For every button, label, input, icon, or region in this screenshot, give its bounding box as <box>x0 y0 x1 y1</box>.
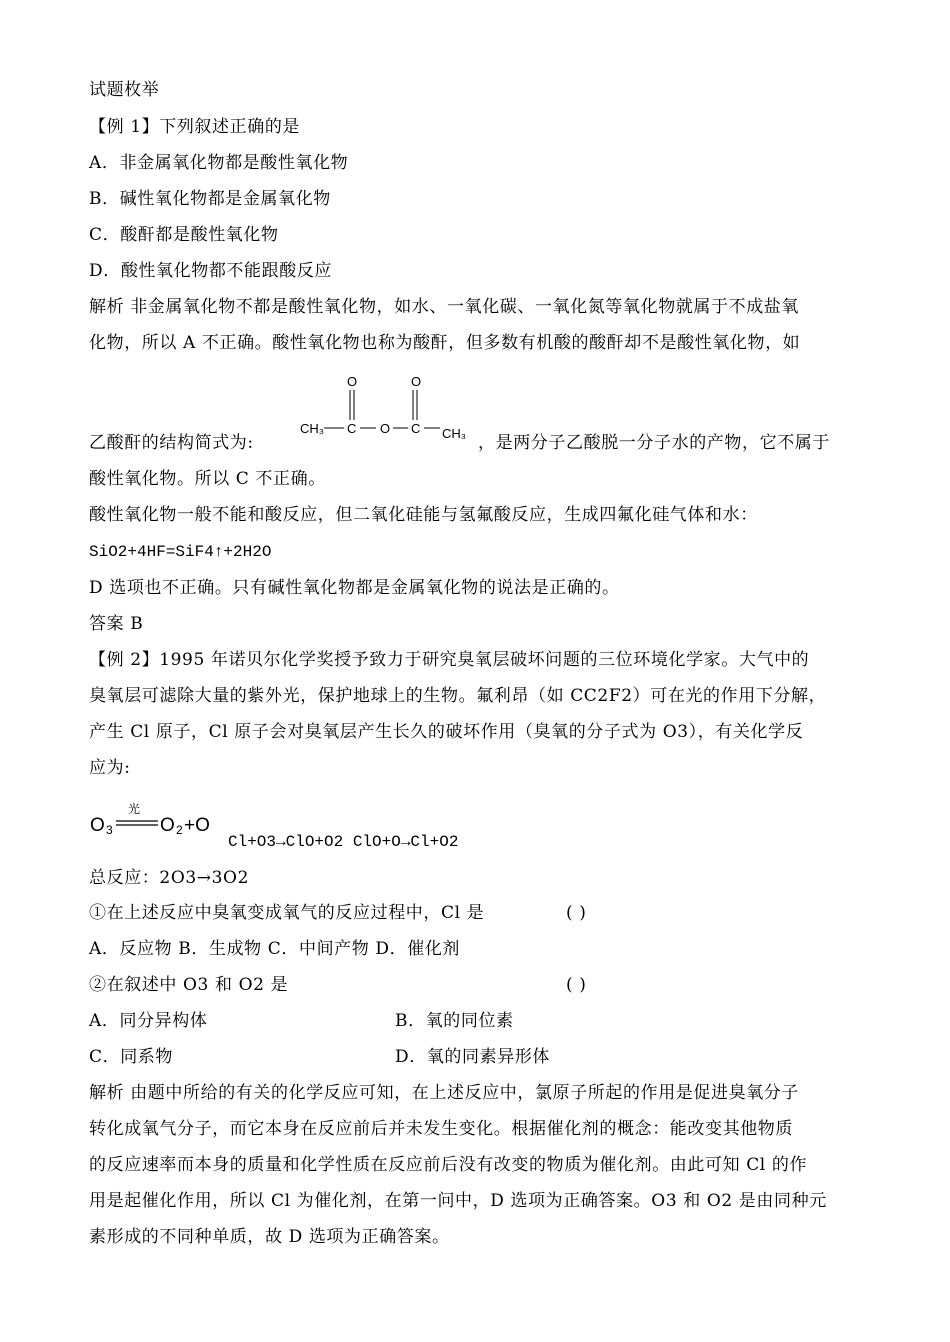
example-1-analysis-line-2: 化物，所以 A 不正确。酸性氧化物也称为酸酐，但多数有机酸的酸酐却不是酸性氧化物，如 <box>89 333 801 353</box>
question-1-options: A．反应物 B．生成物 C．中间产物 D．催化剂 <box>89 939 461 959</box>
example-1-option-b: B．碱性氧化物都是金属氧化物 <box>89 189 331 209</box>
reaction-light-label: 光 <box>128 802 141 816</box>
example-2-analysis-line-3: 的反应速率而本身的质量和化学性质在反应前后没有改变的物质为催化剂。由此可知 Cl 的作 <box>89 1155 808 1175</box>
structure-oxygen-2: O <box>411 374 422 389</box>
ozone-photolysis-equation <box>90 800 220 840</box>
example-2-analysis-line-2: 转化成氧气分子，而它本身在反应前后并未发生变化。根据催化剂的概念：能改变其他物质 <box>89 1119 793 1139</box>
example-2-line-4: 应为: <box>89 758 131 778</box>
example-2-line-2: 臭氧层可滤除大量的紫外光，保护地球上的生物。氟利昂（如 CC2F2）可在光的作用下分解， <box>89 686 827 706</box>
example-1-option-c: C．酸酐都是酸性氧化物 <box>89 225 279 245</box>
example-2-analysis-line-1: 解析 由题中所给的有关的化学反应可知，在上述反应中，氯原子所起的作用是促进臭氧分子 <box>89 1083 800 1103</box>
question-2-option-c: C．同系物 <box>89 1047 174 1067</box>
total-reaction: 总反应：2O3→3O2 <box>89 868 249 888</box>
reaction-plus-o: +O <box>184 815 210 836</box>
example-1-analysis-line-3b: ，是两分子乙酸脱一分子水的产物，它不属于 <box>478 433 830 453</box>
question-2: ②在叙述中 O3 和 O2 是 <box>89 975 289 995</box>
example-1-title: 【例 1】下列叙述正确的是 <box>89 117 301 137</box>
reaction-o3-subscript: 3 <box>106 823 113 837</box>
structure-oxygen-bridge: O <box>380 421 391 436</box>
example-2-line-1: 【例 2】1995 年诺贝尔化学奖授予致力于研究臭氧层破坏问题的三位环境化学家。大气中的 <box>89 650 810 670</box>
structure-carbon-1: C <box>347 421 357 436</box>
question-2-option-d: D．氧的同素异形体 <box>395 1047 551 1067</box>
structure-oxygen-1: O <box>347 374 358 389</box>
example-1-analysis-line-3a: 乙酸酐的结构简式为: <box>89 433 254 453</box>
example-1-analysis-line-6: D 选项也不正确。只有碱性氧化物都是金属氧化物的说法是正确的。 <box>89 578 620 598</box>
example-1-analysis-line-1: 解析 非金属氧化物不都是酸性氧化物，如水、一氧化碳、一氧化氮等氧化物就属于不成盐氧 <box>89 297 800 317</box>
example-2-line-3: 产生 Cl 原子，Cl 原子会对臭氧层产生长久的破坏作用（臭氧的分子式为 O3），有关化学反 <box>89 722 804 742</box>
structure-carbon-2: C <box>411 421 421 436</box>
question-1-blank: ( ) <box>566 903 587 923</box>
question-2-option-a: A．同分异构体 <box>89 1011 208 1031</box>
example-1-option-a: A．非金属氧化物都是酸性氧化物 <box>89 153 349 173</box>
reaction-steps: Cl+O3→ClO+O2 ClO+O→Cl+O2 <box>228 833 459 851</box>
question-2-blank: ( ) <box>566 975 587 995</box>
example-1-analysis-line-5: 酸性氧化物一般不能和酸反应，但二氧化硅能与氢氟酸反应，生成四氟化硅气体和水： <box>89 505 758 525</box>
question-1: ①在上述反应中臭氧变成氧气的反应过程中，Cl 是 <box>89 903 485 923</box>
example-1-analysis-line-4: 酸性氧化物。所以 C 不正确。 <box>89 469 326 489</box>
acetic-anhydride-structure <box>300 372 472 444</box>
question-2-option-b: B．氧的同位素 <box>395 1011 514 1031</box>
example-1-equation: SiO2+4HF=SiF4↑+2H2O <box>89 543 272 561</box>
example-1-option-d: D．酸性氧化物都不能跟酸反应 <box>89 261 333 281</box>
reaction-o3-symbol: O <box>90 815 105 836</box>
section-heading: 试题枚举 <box>89 80 160 100</box>
example-2-analysis-line-4: 用是起催化作用，所以 Cl 为催化剂，在第一问中，D 选项为正确答案。O3 和 O2 是由同种元 <box>89 1191 827 1211</box>
structure-ch3-left: CH₃ <box>300 421 325 436</box>
example-1-answer: 答案 B <box>89 614 144 634</box>
example-2-analysis-line-5: 素形成的不同种单质，故 D 选项为正确答案。 <box>89 1227 450 1247</box>
reaction-o2-symbol: O <box>160 815 175 836</box>
structure-ch3-right: CH₃ <box>442 426 467 441</box>
reaction-o2-subscript: 2 <box>176 823 183 837</box>
